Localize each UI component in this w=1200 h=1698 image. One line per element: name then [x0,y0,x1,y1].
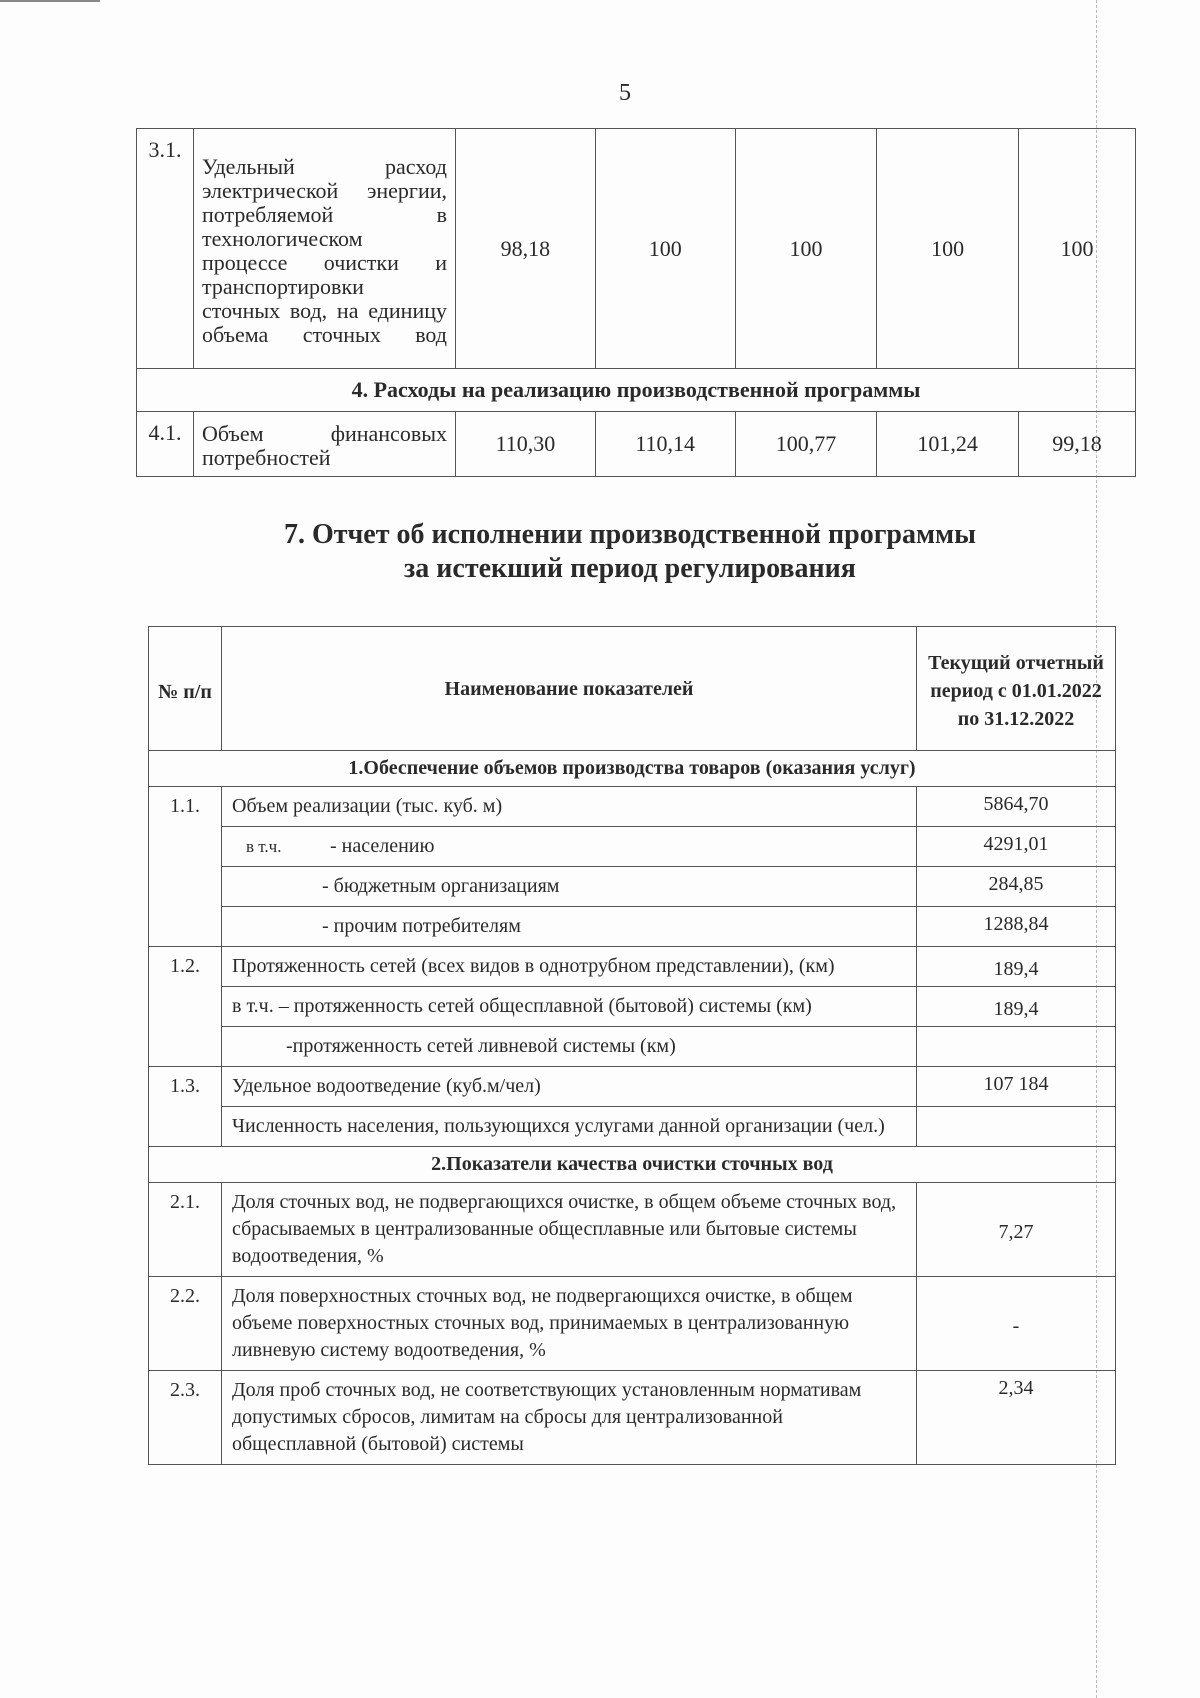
row-value: - [917,1277,1116,1371]
row-name: Доля сточных вод, не подвергающихся очистке, в общем объеме сточных вод, сбрасываемых в централизованные общесплавные или бытовые системы водоотведения, % [222,1183,917,1277]
row-name-text: - населению [330,835,435,857]
row-value: 1288,84 [917,907,1116,947]
table-row [149,1371,1116,1465]
row-value: 7,27 [917,1183,1116,1277]
heading-line: за истекший период регулирования [404,553,856,584]
row-value [917,1027,1116,1067]
table-cell: 100,77 [735,412,877,477]
row-number: 2.3. [149,1371,222,1465]
table-cell: 101,24 [877,412,1019,477]
row-name: в т.ч. – протяженность сетей общесплавной (бытовой) системы (км) [222,987,917,1027]
table-row [137,412,1136,477]
section-heading [0,518,1200,586]
row-name: Удельное водоотведение (куб.м/чел) [222,1067,917,1107]
table-row [149,827,1116,867]
section-row [137,369,1136,412]
table-row [149,1277,1116,1371]
row-name: -протяженность сетей ливневой системы (км) [222,1027,917,1067]
table-row [149,787,1116,827]
row-value: 284,85 [917,867,1116,907]
row-value: 189,4 [917,947,1116,987]
table-cell: 110,30 [456,412,596,477]
table-cell: 100 [595,129,735,369]
row-number: 3.1. [137,129,194,369]
row-description: Удельный расход электрической энергии, потребляемой в технологическом процессе очистки и транспортировки сточных вод, на единицу объема сточных вод [194,129,456,369]
row-name: Численность населения, пользующихся услугами данной организации (чел.) [222,1107,917,1147]
row-number: 4.1. [137,412,194,477]
scan-corner-mark [0,0,100,2]
row-name [222,827,917,867]
table-row [149,1067,1116,1107]
section-title: 2.Показатели качества очистки сточных вод [149,1147,1116,1183]
heading-line: 7. Отчет об исполнении производственной программы [283,519,976,550]
table-row [149,1183,1116,1277]
table-row [149,947,1116,987]
row-value: 189,4 [917,987,1116,1027]
table-row [149,867,1116,907]
table-header-row [149,627,1116,751]
row-description: Объем финансовых потребностей [194,412,456,477]
table-cell: 100 [735,129,877,369]
row-name: Доля поверхностных сточных вод, не подвергающихся очистке, в общем объеме поверхностных сточных вод, принимаемых в централизованную ливневую систему водоотведения, % [222,1277,917,1371]
table-cell: 98,18 [456,129,596,369]
row-name: Доля проб сточных вод, не соответствующих установленным нормативам допустимых сбросов, лимитам на сбросы для централизованной общесплавной (бытовой) системы [222,1371,917,1465]
section-row [149,751,1116,787]
report-table [148,626,1116,1465]
row-value [917,1107,1116,1147]
top-table [136,128,1136,477]
row-value: 2,34 [917,1371,1116,1465]
row-number: 2.2. [149,1277,222,1371]
header-period: Текущий отчетный период с 01.01.2022 по 31.12.2022 [917,627,1116,751]
header-name: Наименование показателей [222,627,917,751]
row-prefix: в т.ч. [246,837,282,856]
section-row [149,1147,1116,1183]
table-row [149,1107,1116,1147]
row-name: Протяженность сетей (всех видов в однотрубном представлении), (км) [222,947,917,987]
table-cell: 99,18 [1018,412,1135,477]
table-cell: 100 [877,129,1019,369]
row-number: 1.3. [149,1067,222,1147]
row-name: Объем реализации (тыс. куб. м) [222,787,917,827]
row-value: 107 184 [917,1067,1116,1107]
row-name: - прочим потребителям [222,907,917,947]
table-row [149,987,1116,1027]
table-cell: 100 [1018,129,1135,369]
table-row [149,907,1116,947]
row-number: 1.1. [149,787,222,947]
table-row [149,1027,1116,1067]
row-number: 1.2. [149,947,222,1067]
row-name: - бюджетным организациям [222,867,917,907]
section-title: 1.Обеспечение объемов производства товаров (оказания услуг) [149,751,1116,787]
section-title: 4. Расходы на реализацию производственной программы [137,369,1136,412]
table-cell: 110,14 [595,412,735,477]
header-number: № п/п [149,627,222,751]
row-number: 2.1. [149,1183,222,1277]
table-row [137,129,1136,369]
row-value: 5864,70 [917,787,1116,827]
row-value: 4291,01 [917,827,1116,867]
page-number: 5 [619,80,631,106]
